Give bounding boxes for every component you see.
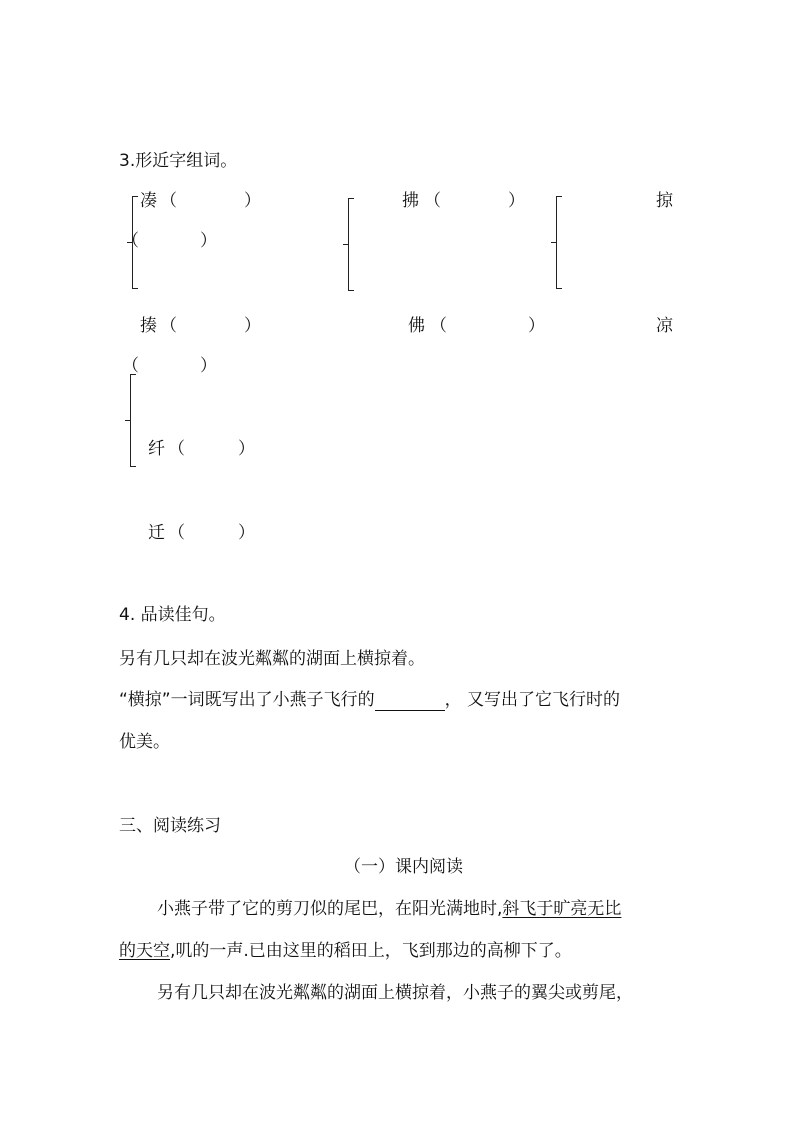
question-4-title: 4. 品读佳句。: [119, 605, 226, 625]
paren-open: （: [168, 439, 185, 459]
reading-paragraph-1-line-1: [157, 898, 621, 920]
char-fo: 佛: [408, 316, 425, 336]
paragraph-text: 小燕子带了它的剪刀似的尾巴，在阳光满地时,: [157, 899, 503, 919]
paren-close: ）: [528, 316, 545, 336]
paren-close: ）: [244, 316, 261, 336]
underlined-phrase: 斜飞于旷亮无比: [502, 899, 622, 919]
answer-blank[interactable]: [375, 692, 445, 711]
paren-close: ）: [238, 523, 255, 543]
bracket-notch-4: [125, 420, 130, 421]
bracket-group-3: [556, 196, 557, 289]
paren-open: （: [160, 316, 177, 336]
reading-paragraph-2-line-1: 另有几只却在波光粼粼的湖面上横掠着，小燕子的翼尖或剪尾，: [157, 983, 633, 1003]
bracket-group-4: [130, 374, 131, 467]
paren-close: ）: [508, 191, 525, 211]
paren-close: ）: [200, 231, 217, 251]
prompt-before: “横掠”一词既写出了小燕子飞行的: [119, 690, 375, 710]
char-cou: 凑: [140, 191, 157, 211]
section-3-title: 三、阅读练习: [119, 816, 221, 836]
char-qian: 迁: [148, 523, 165, 543]
paren-open: （: [430, 316, 447, 336]
question-4-prompt: [119, 689, 620, 711]
bracket-group-2: [348, 198, 349, 291]
char-xian: 纤: [148, 439, 165, 459]
reading-subtitle: （一）课内阅读: [344, 857, 463, 877]
prompt-after: ， 又写出了它飞行时的: [444, 690, 621, 710]
paren-close: ）: [244, 191, 261, 211]
bracket-notch-2: [343, 244, 348, 245]
char-lue: 掠: [656, 191, 673, 211]
underlined-phrase: 的天空: [119, 941, 170, 961]
char-liang: 凉: [656, 316, 673, 336]
question-3-title: 3.形近字组词。: [119, 151, 238, 171]
paragraph-text: ,叽的一声.已由这里的稻田上，飞到那边的高柳下了。: [170, 941, 572, 961]
paren-open: （: [122, 231, 139, 251]
paren-close: ）: [200, 356, 217, 376]
paren-open: （: [160, 191, 177, 211]
paren-open: （: [122, 356, 139, 376]
prompt-continuation: 优美。: [119, 732, 170, 752]
paren-open: （: [168, 523, 185, 543]
reading-paragraph-1-line-2: [119, 940, 572, 962]
paren-close: ）: [238, 439, 255, 459]
char-fu: 拂: [402, 191, 419, 211]
char-zou: 揍: [140, 316, 157, 336]
paren-open: （: [424, 191, 441, 211]
quoted-sentence: 另有几只却在波光粼粼的湖面上横掠着。: [119, 649, 425, 669]
bracket-notch-3: [551, 242, 556, 243]
